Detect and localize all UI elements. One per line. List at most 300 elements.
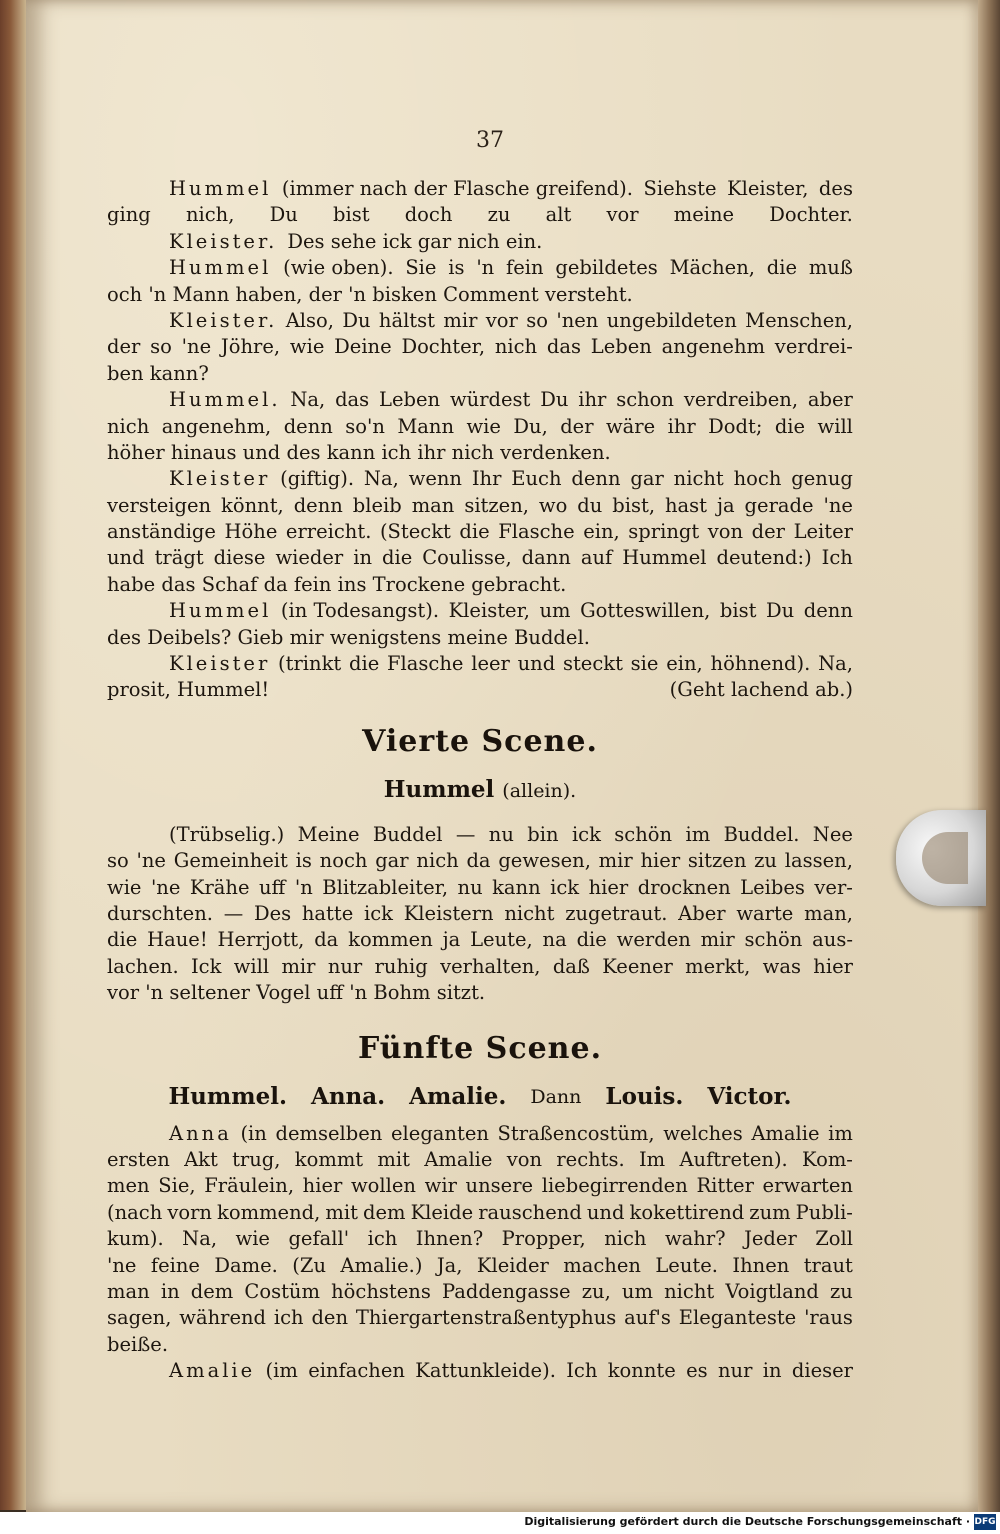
word: ungebildeten: [606, 308, 737, 332]
word: so: [150, 335, 172, 359]
word: gar: [630, 467, 664, 491]
word: drocknen: [637, 875, 731, 899]
word: bist: [719, 599, 757, 623]
dialogue-part-2: [107, 822, 853, 1007]
word: Sie,: [158, 1174, 196, 1198]
word: muß: [808, 256, 853, 280]
word: erreicht.: [285, 520, 372, 544]
word: ja: [716, 493, 735, 517]
word: die: [349, 652, 380, 676]
speaker-name: Amalie: [169, 1359, 256, 1383]
word: nicht: [504, 901, 555, 925]
word: sitzen: [687, 849, 747, 873]
word: vor 'n seltener Vogel uff 'n Bohm sitzt.: [107, 981, 486, 1005]
text-line: [107, 1226, 853, 1252]
word: is: [448, 256, 465, 280]
word: bin: [527, 822, 559, 846]
word: im: [828, 1121, 853, 1145]
word: verdrei-: [774, 335, 853, 359]
word: och 'n Mann haben, der 'n bisken Comment versteht.: [107, 282, 633, 306]
word: wahr?: [664, 1227, 726, 1251]
word: Jeder: [744, 1227, 797, 1251]
word: ick: [571, 822, 601, 846]
page-number: 37: [476, 128, 504, 153]
word: prosit, Hummel!: [107, 678, 270, 702]
word: 'ne: [136, 849, 166, 873]
word: welches: [663, 1121, 743, 1145]
word: auf: [580, 546, 613, 570]
word: zugetraut.: [565, 901, 668, 925]
word: Gemeinheit: [173, 849, 288, 873]
word: Kom-: [802, 1147, 853, 1171]
word: ben kann?: [107, 361, 209, 385]
word: nich: [416, 849, 459, 873]
word: hatte: [301, 901, 354, 925]
word: rechts.: [556, 1147, 625, 1171]
word: Auftreten).: [679, 1147, 788, 1171]
word: genug: [791, 467, 853, 491]
word: ein,: [666, 652, 703, 676]
speaker-name: Hummel: [169, 256, 272, 280]
word: wie: [466, 414, 501, 438]
word: daß: [552, 954, 590, 978]
page-text: [107, 176, 853, 1384]
word: mir: [281, 954, 316, 978]
word: Ritter: [696, 1174, 754, 1198]
word: von: [506, 1147, 543, 1171]
word: ruhig: [374, 954, 428, 978]
word: kommen: [348, 928, 433, 952]
word: Zoll: [815, 1227, 853, 1251]
word: sagen,: [107, 1306, 172, 1330]
word: aber: [807, 388, 853, 412]
word: des Deibels? Gieb mir wenigstens meine Buddel.: [107, 625, 590, 649]
word: Keener: [602, 954, 673, 978]
text-line: [107, 387, 853, 413]
word: Des: [253, 901, 292, 925]
word: denn: [571, 467, 621, 491]
word: hier: [640, 849, 681, 873]
scene-5-cast-item: Victor.: [707, 1082, 792, 1110]
word: die: [576, 928, 607, 952]
text-line: [107, 519, 853, 545]
word: versteigen: [107, 493, 212, 517]
word: ihr: [578, 388, 607, 412]
word: hältst: [378, 308, 435, 332]
scene-5-cast: [107, 1077, 853, 1117]
word: (Trübselig.): [169, 822, 285, 846]
word: vor: [606, 203, 639, 227]
word: traut: [803, 1253, 853, 1277]
word: Meine: [297, 822, 360, 846]
word: mir: [700, 928, 735, 952]
word: Akt: [184, 1147, 218, 1171]
word: Dochter.: [769, 203, 853, 227]
word: man: [107, 1279, 150, 1303]
dfg-logo: DFG: [974, 1514, 996, 1530]
word: Du: [342, 308, 371, 332]
word: diese: [213, 546, 266, 570]
word: nur: [717, 1359, 753, 1383]
scene-5-cast-item: Amalie.: [409, 1082, 507, 1110]
text-line: [107, 927, 853, 953]
word: hier: [302, 1174, 343, 1198]
word: Voigtland: [725, 1279, 819, 1303]
word: einfachen: [308, 1359, 405, 1383]
word: Kleide: [410, 1200, 474, 1224]
word: und: [107, 546, 145, 570]
word: hoch: [733, 467, 782, 491]
word: meine: [673, 203, 735, 227]
word: gefall': [288, 1227, 350, 1251]
word: angenehm: [661, 335, 766, 359]
word: Im: [638, 1147, 666, 1171]
word: lachen.: [107, 954, 179, 978]
word: Paddengasse: [442, 1279, 571, 1303]
text-line: [107, 176, 853, 202]
scene-5-cast-item: Anna.: [310, 1082, 386, 1110]
footer-credit: Digitalisierung gefördert durch die Deutsche Forschungsgemeinschaft ·: [524, 1515, 970, 1528]
word: Hummel: [622, 546, 707, 570]
speaker-name: Hummel: [169, 177, 272, 200]
word: (wie oben).: [283, 256, 394, 280]
word: um: [539, 599, 571, 623]
word: gerade: [744, 493, 814, 517]
word: in: [160, 1279, 180, 1303]
word: bist,: [612, 493, 656, 517]
word: es: [686, 1359, 708, 1383]
scene-4-cast-note: (allein).: [502, 779, 577, 802]
word: Herrjott,: [217, 928, 305, 952]
word: nicht: [664, 1279, 715, 1303]
word: Leben: [590, 335, 652, 359]
text-line: [107, 202, 853, 228]
word: zu: [487, 203, 511, 227]
word: Thiergartenstraßentyphus: [355, 1306, 617, 1330]
word: (Steckt: [379, 520, 451, 544]
word: konnte: [607, 1359, 676, 1383]
text-line: [107, 875, 853, 901]
word: im: [685, 822, 711, 846]
word: Blitzableiter,: [322, 875, 449, 899]
word: um: [621, 1279, 653, 1303]
word: ein,: [583, 520, 620, 544]
word: Euch: [511, 467, 562, 491]
word: schön: [614, 822, 673, 846]
word: die: [107, 928, 138, 952]
text-line: [107, 1305, 853, 1331]
text-line: [107, 1332, 853, 1358]
word: Haue!: [147, 928, 208, 952]
word: Ihnen?: [415, 1227, 484, 1251]
scene-4-title: Vierte Scene.: [362, 723, 598, 759]
word: und: [586, 1200, 625, 1224]
word: Sie: [405, 256, 437, 280]
word: demselben: [275, 1121, 383, 1145]
speaker-name: Hummel.: [169, 388, 281, 412]
word: Siehste: [643, 177, 717, 200]
text-line: [107, 1147, 853, 1173]
word: Mann: [397, 414, 455, 438]
text-line: [107, 1253, 853, 1279]
word: nicht: [673, 467, 724, 491]
word: und: [517, 652, 556, 676]
word: man,: [804, 901, 853, 925]
word: Kleister,: [727, 177, 809, 200]
word: Coulisse,: [422, 546, 512, 570]
word: unsere: [465, 1174, 534, 1198]
word: (in: [240, 1121, 267, 1145]
text-line: [107, 848, 853, 874]
word: schon: [616, 388, 674, 412]
word: wäre: [605, 414, 656, 438]
word: aus-: [812, 928, 853, 952]
word: (Zu: [292, 1253, 326, 1277]
word: nich: [494, 335, 538, 359]
word: kum).: [107, 1227, 164, 1251]
word: Deine: [334, 335, 392, 359]
word: der: [560, 414, 594, 438]
word: habe das Schaf da fein ins Trockene gebracht.: [107, 572, 567, 596]
word: deutend:): [716, 546, 812, 570]
dialogue-part-3: [107, 1121, 853, 1385]
word: Leute.: [655, 1253, 718, 1277]
word: Buddel.: [723, 822, 800, 846]
word: der: [107, 335, 141, 359]
word: feine: [150, 1253, 200, 1277]
word: vorn: [167, 1200, 212, 1224]
word: fein: [506, 256, 544, 280]
word: 'n: [294, 875, 313, 899]
word: den: [311, 1306, 349, 1330]
word: wie: [289, 335, 325, 359]
word: das: [335, 388, 370, 412]
word: ersten: [107, 1147, 170, 1171]
word: Ihr: [471, 467, 502, 491]
word: Na,: [182, 1227, 218, 1251]
word: steckt: [562, 652, 623, 676]
word: dem: [190, 1279, 234, 1303]
word: Ich: [566, 1359, 598, 1383]
word: mir: [443, 308, 478, 332]
word: so: [526, 308, 548, 332]
word: men: [107, 1174, 150, 1198]
paper-clip-inner: [922, 832, 968, 884]
word: du: [577, 493, 603, 517]
word: ick: [550, 875, 580, 899]
word: Dodt;: [708, 414, 763, 438]
word: Costüm: [244, 1279, 320, 1303]
word: —: [223, 901, 244, 925]
book-edge-left: [0, 0, 26, 1510]
word: ging: [107, 203, 151, 227]
word: auf's: [624, 1306, 671, 1330]
word: Höhe: [224, 520, 278, 544]
word: durschten.: [107, 901, 213, 925]
word: denn: [803, 599, 853, 623]
text-line: [107, 651, 853, 677]
scene-5-title: Fünfte Scene.: [357, 1030, 603, 1066]
word: kokettirend: [629, 1200, 745, 1224]
word: (Geht lachend ab.): [669, 678, 853, 702]
word: die: [459, 520, 490, 544]
word: dem: [363, 1200, 406, 1224]
text-line: [107, 440, 853, 466]
word: nu: [488, 822, 514, 846]
word: noch: [319, 849, 368, 873]
word: mit: [377, 1147, 410, 1171]
word: Straßencostüm,: [497, 1121, 655, 1145]
word: trug,: [232, 1147, 281, 1171]
word: Gotteswillen,: [580, 599, 711, 623]
text-line: [107, 229, 853, 255]
speaker-name: Anna: [169, 1121, 232, 1145]
word: uff: [258, 875, 286, 899]
word: höhnend).: [710, 652, 811, 676]
word: beiße.: [107, 1332, 169, 1356]
word: wir: [424, 1174, 457, 1198]
text-line: [107, 334, 853, 360]
text-line: [107, 466, 853, 492]
scene-5-cast-item: Louis.: [605, 1082, 684, 1110]
word: kann: [492, 875, 541, 899]
word: ich: [273, 1306, 304, 1330]
word: der: [751, 520, 786, 544]
word: 'ne: [150, 875, 181, 899]
word: Kleider: [476, 1253, 549, 1277]
speaker-name: Kleister.: [169, 308, 278, 332]
word: zu: [830, 1279, 853, 1303]
word: in: [353, 546, 373, 570]
word: Fräulein,: [204, 1174, 295, 1198]
text-line: [107, 677, 853, 703]
text-line: [107, 493, 853, 519]
word: wo: [538, 493, 568, 517]
word: bleib: [352, 493, 402, 517]
speaker-name: Kleister: [169, 467, 271, 491]
word: Amalie: [424, 1147, 493, 1171]
word: die: [774, 414, 806, 438]
word: Dame.: [214, 1253, 278, 1277]
text-line: [107, 361, 853, 387]
word: gewesen,: [498, 849, 591, 873]
word: schön: [744, 928, 803, 952]
word: was: [762, 954, 801, 978]
word: (nach: [107, 1200, 163, 1224]
word: zu: [754, 849, 777, 873]
text-line: [107, 1121, 853, 1147]
word: bist: [332, 203, 370, 227]
word: verhalten,: [440, 954, 541, 978]
word: könnt,: [221, 493, 284, 517]
word: sie: [630, 652, 659, 676]
word: die: [381, 546, 413, 570]
text-line: [107, 1358, 853, 1384]
scene-5-cast-item: Hummel.: [168, 1082, 287, 1110]
word: da: [314, 928, 339, 952]
word: alt: [545, 203, 572, 227]
text-line: [107, 598, 853, 624]
word: höher hinaus und des kann ich ihr nich verdenken.: [107, 440, 611, 464]
word: nich: [107, 414, 150, 438]
word: ihr: [667, 414, 696, 438]
word: Jöhre,: [220, 335, 281, 359]
word: Menschen,: [745, 308, 853, 332]
word: wollen: [350, 1174, 416, 1198]
word: (im: [265, 1359, 298, 1383]
word: nich,: [185, 203, 235, 227]
word: von: [707, 520, 744, 544]
word: Na,: [363, 467, 399, 491]
word: wieder: [275, 546, 344, 570]
word: (in Todesangst).: [280, 599, 440, 623]
speaker-name: Kleister: [169, 652, 271, 676]
word: 'ne: [181, 335, 212, 359]
word: zum: [749, 1200, 791, 1224]
word: 'ne: [823, 493, 853, 517]
word: man: [411, 493, 455, 517]
word: während: [179, 1306, 267, 1330]
word: Ick: [190, 954, 222, 978]
word: hier: [588, 875, 629, 899]
word: Flasche: [387, 652, 464, 676]
word: Du: [540, 388, 569, 412]
word: rauschend: [478, 1200, 582, 1224]
word: vor: [485, 308, 518, 332]
word: Eleganteste: [678, 1306, 797, 1330]
word: so'n: [345, 414, 385, 438]
word: mit: [325, 1200, 358, 1224]
word: da: [466, 849, 491, 873]
word: denn: [293, 493, 343, 517]
text-line: [107, 954, 853, 980]
word: Aber: [678, 901, 726, 925]
word: denn: [283, 414, 333, 438]
text-line: [107, 255, 853, 281]
word: is: [295, 849, 312, 873]
speaker-name: Hummel: [169, 599, 272, 623]
scene-5-cast-item: Dann: [530, 1085, 582, 1108]
word: werden: [616, 928, 691, 952]
word: höchstens: [331, 1279, 431, 1303]
word: nich: [604, 1227, 647, 1251]
word: Leben: [379, 388, 441, 412]
word: Flasche: [498, 520, 575, 544]
word: (trinkt: [278, 652, 342, 676]
word: Kleister,: [448, 599, 530, 623]
word: kommt: [294, 1147, 364, 1171]
word: Buddel: [372, 822, 443, 846]
word: merkt,: [685, 954, 751, 978]
word: liebegirrenden: [541, 1174, 688, 1198]
word: 'n: [476, 256, 495, 280]
text-line: [107, 414, 853, 440]
word: ja: [442, 928, 461, 952]
word: eleganten: [391, 1121, 489, 1145]
word: Na,: [290, 388, 326, 412]
word: gebildetes: [555, 256, 658, 280]
word: nu: [457, 875, 483, 899]
word: Dochter,: [401, 335, 486, 359]
text-line: [107, 308, 853, 334]
word: das: [546, 335, 582, 359]
word: hier: [813, 954, 853, 978]
word: in: [762, 1359, 782, 1383]
word: 'raus: [804, 1306, 853, 1330]
word: Publi-: [795, 1200, 853, 1224]
word: wenn: [408, 467, 462, 491]
text-line: [107, 1279, 853, 1305]
